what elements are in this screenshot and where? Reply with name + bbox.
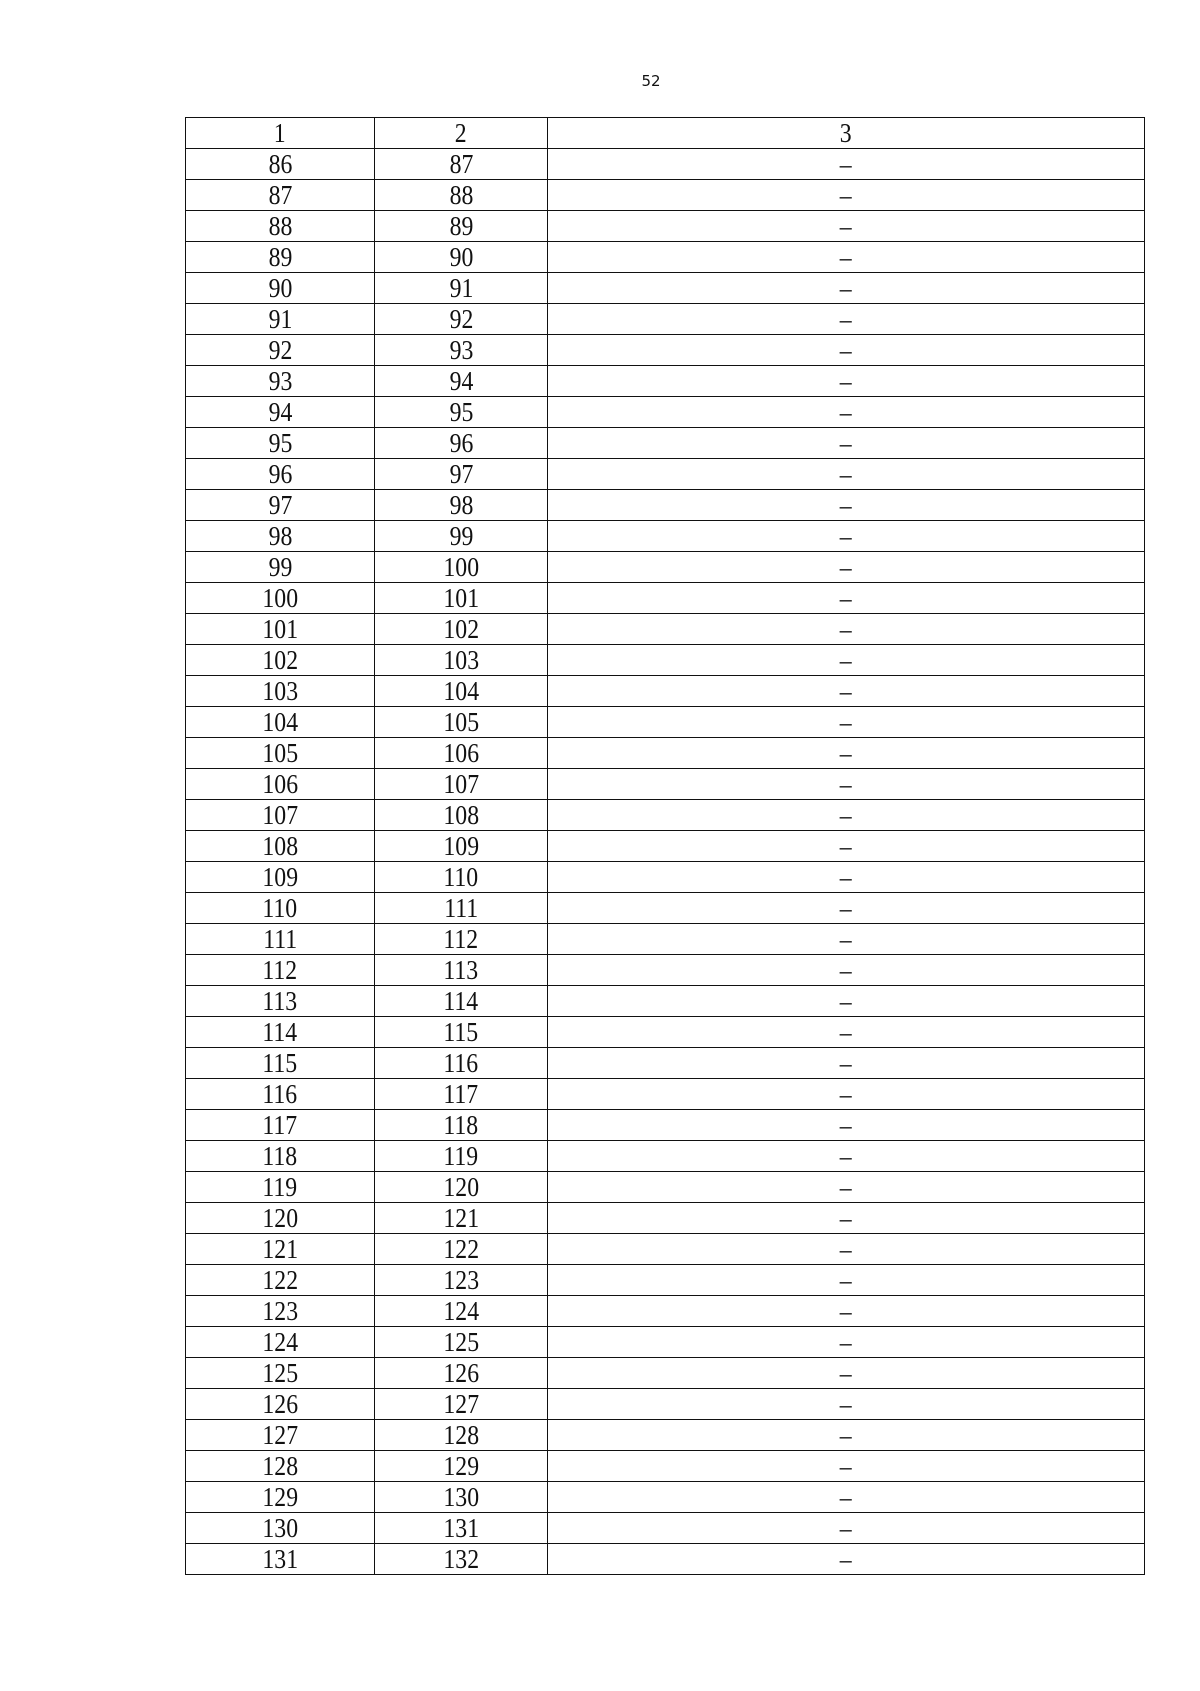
table-cell-col1: 112: [186, 955, 375, 986]
table-row: [186, 1265, 1145, 1296]
table-cell-col1: 97: [186, 490, 375, 521]
table-row: [186, 893, 1145, 924]
table-cell-col2: 132: [375, 1544, 548, 1575]
table-cell-col1: 101: [186, 614, 375, 645]
table-cell-col1: 103: [186, 676, 375, 707]
table-cell-col1: 92: [186, 335, 375, 366]
table-cell-col1: 106: [186, 769, 375, 800]
header-cell-1: 1: [186, 118, 375, 149]
table-row: [186, 645, 1145, 676]
table-row: [186, 1389, 1145, 1420]
table-cell-col3: –: [548, 335, 1145, 366]
table-row: [186, 1358, 1145, 1389]
table-row: [186, 800, 1145, 831]
table-cell-col3: –: [548, 583, 1145, 614]
table-cell-col3: –: [548, 831, 1145, 862]
table-cell-col2: 89: [375, 211, 548, 242]
table-cell-col1: 116: [186, 1079, 375, 1110]
table-cell-col1: 89: [186, 242, 375, 273]
table-cell-col2: 115: [375, 1017, 548, 1048]
table-cell-col2: 96: [375, 428, 548, 459]
table-cell-col2: 113: [375, 955, 548, 986]
table-row: [186, 1420, 1145, 1451]
table-row: [186, 924, 1145, 955]
table-row: [186, 211, 1145, 242]
page-number: 52: [641, 72, 661, 90]
table-cell-col1: 110: [186, 893, 375, 924]
table-cell-col2: 105: [375, 707, 548, 738]
table-cell-col3: –: [548, 1203, 1145, 1234]
table-row: [186, 552, 1145, 583]
table-cell-col3: –: [548, 366, 1145, 397]
table-cell-col2: 106: [375, 738, 548, 769]
table-row: [186, 1048, 1145, 1079]
table-row: [186, 1110, 1145, 1141]
table-cell-col1: 118: [186, 1141, 375, 1172]
table-row: [186, 1327, 1145, 1358]
table-row: [186, 1451, 1145, 1482]
table-row: [186, 614, 1145, 645]
table-cell-col1: 126: [186, 1389, 375, 1420]
table-row: [186, 366, 1145, 397]
table-cell-col3: –: [548, 1265, 1145, 1296]
table-cell-col3: –: [548, 893, 1145, 924]
table-cell-col3: –: [548, 1482, 1145, 1513]
table-cell-col1: 120: [186, 1203, 375, 1234]
table-cell-col1: 107: [186, 800, 375, 831]
table-row: [186, 490, 1145, 521]
table-cell-col2: 98: [375, 490, 548, 521]
table-cell-col3: –: [548, 180, 1145, 211]
table-cell-col1: 129: [186, 1482, 375, 1513]
table-cell-col3: –: [548, 1451, 1145, 1482]
table-cell-col3: –: [548, 1327, 1145, 1358]
table-row: [186, 459, 1145, 490]
table-cell-col1: 131: [186, 1544, 375, 1575]
table-row: [186, 1079, 1145, 1110]
table-cell-col1: 87: [186, 180, 375, 211]
table-row: [186, 1234, 1145, 1265]
table-cell-col2: 116: [375, 1048, 548, 1079]
table-cell-col3: –: [548, 645, 1145, 676]
table-cell-col1: 119: [186, 1172, 375, 1203]
table-cell-col2: 100: [375, 552, 548, 583]
table-cell-col1: 99: [186, 552, 375, 583]
table-cell-col1: 114: [186, 1017, 375, 1048]
table-cell-col2: 118: [375, 1110, 548, 1141]
table-cell-col2: 101: [375, 583, 548, 614]
table-cell-col2: 121: [375, 1203, 548, 1234]
table-row: [186, 1296, 1145, 1327]
table-row: [186, 242, 1145, 273]
data-table: [185, 117, 1145, 1575]
table-cell-col3: –: [548, 273, 1145, 304]
table-cell-col3: –: [548, 428, 1145, 459]
table-cell-col1: 122: [186, 1265, 375, 1296]
table-cell-col1: 111: [186, 924, 375, 955]
table-cell-col3: –: [548, 242, 1145, 273]
table-cell-col2: 126: [375, 1358, 548, 1389]
table-row: [186, 428, 1145, 459]
table-cell-col3: –: [548, 149, 1145, 180]
table-row: [186, 149, 1145, 180]
table-cell-col2: 102: [375, 614, 548, 645]
table-row: [186, 1017, 1145, 1048]
table-cell-col1: 88: [186, 211, 375, 242]
table-cell-col1: 108: [186, 831, 375, 862]
table-cell-col3: –: [548, 490, 1145, 521]
table-cell-col3: –: [548, 1141, 1145, 1172]
table-cell-col3: –: [548, 459, 1145, 490]
table-cell-col3: –: [548, 1048, 1145, 1079]
table-cell-col1: 130: [186, 1513, 375, 1544]
table-cell-col2: 103: [375, 645, 548, 676]
table-cell-col2: 122: [375, 1234, 548, 1265]
table-cell-col2: 92: [375, 304, 548, 335]
table-cell-col2: 125: [375, 1327, 548, 1358]
table-cell-col2: 130: [375, 1482, 548, 1513]
table-row: [186, 831, 1145, 862]
table-cell-col3: –: [548, 1079, 1145, 1110]
table-cell-col2: 95: [375, 397, 548, 428]
table-cell-col1: 123: [186, 1296, 375, 1327]
table-cell-col3: –: [548, 986, 1145, 1017]
table-cell-col2: 119: [375, 1141, 548, 1172]
table-cell-col3: –: [548, 955, 1145, 986]
table-header-row: [186, 118, 1145, 149]
table-row: [186, 707, 1145, 738]
table-cell-col1: 127: [186, 1420, 375, 1451]
table-row: [186, 1544, 1145, 1575]
table-cell-col3: –: [548, 800, 1145, 831]
table-cell-col1: 128: [186, 1451, 375, 1482]
table-cell-col2: 90: [375, 242, 548, 273]
table-cell-col1: 109: [186, 862, 375, 893]
table-cell-col3: –: [548, 1017, 1145, 1048]
table-row: [186, 180, 1145, 211]
table-cell-col1: 121: [186, 1234, 375, 1265]
table-row: [186, 986, 1145, 1017]
table-cell-col1: 124: [186, 1327, 375, 1358]
table-cell-col1: 115: [186, 1048, 375, 1079]
table-cell-col1: 125: [186, 1358, 375, 1389]
table-cell-col3: –: [548, 769, 1145, 800]
table-cell-col1: 86: [186, 149, 375, 180]
table-cell-col1: 95: [186, 428, 375, 459]
header-cell-3: 3: [548, 118, 1145, 149]
table-cell-col1: 94: [186, 397, 375, 428]
table-cell-col3: –: [548, 304, 1145, 335]
table-cell-col2: 129: [375, 1451, 548, 1482]
table-cell-col3: –: [548, 707, 1145, 738]
table-row: [186, 521, 1145, 552]
table-cell-col2: 120: [375, 1172, 548, 1203]
table-cell-col1: 104: [186, 707, 375, 738]
table-row: [186, 769, 1145, 800]
table-cell-col2: 111: [375, 893, 548, 924]
table-row: [186, 676, 1145, 707]
table-cell-col3: –: [548, 1172, 1145, 1203]
table-cell-col2: 128: [375, 1420, 548, 1451]
table-cell-col1: 100: [186, 583, 375, 614]
table-cell-col3: –: [548, 1513, 1145, 1544]
table-cell-col2: 108: [375, 800, 548, 831]
table-cell-col1: 91: [186, 304, 375, 335]
table-cell-col1: 96: [186, 459, 375, 490]
table-row: [186, 955, 1145, 986]
table-cell-col2: 87: [375, 149, 548, 180]
table-cell-col2: 104: [375, 676, 548, 707]
table-row: [186, 304, 1145, 335]
header-cell-2: 2: [375, 118, 548, 149]
table-row: [186, 738, 1145, 769]
table-cell-col3: –: [548, 1234, 1145, 1265]
table-row: [186, 273, 1145, 304]
table-row: [186, 583, 1145, 614]
table-cell-col3: –: [548, 1389, 1145, 1420]
table-cell-col3: –: [548, 1358, 1145, 1389]
table-cell-col3: –: [548, 1420, 1145, 1451]
table-cell-col3: –: [548, 1110, 1145, 1141]
table-cell-col2: 127: [375, 1389, 548, 1420]
table-cell-col3: –: [548, 924, 1145, 955]
table-cell-col2: 110: [375, 862, 548, 893]
table-row: [186, 862, 1145, 893]
table-row: [186, 1172, 1145, 1203]
table-cell-col1: 102: [186, 645, 375, 676]
table-cell-col2: 131: [375, 1513, 548, 1544]
table-cell-col2: 99: [375, 521, 548, 552]
table-row: [186, 397, 1145, 428]
table-cell-col3: –: [548, 521, 1145, 552]
table-cell-col2: 124: [375, 1296, 548, 1327]
table-cell-col3: –: [548, 862, 1145, 893]
table-cell-col1: 98: [186, 521, 375, 552]
table-cell-col2: 109: [375, 831, 548, 862]
table-cell-col3: –: [548, 1296, 1145, 1327]
table-cell-col3: –: [548, 738, 1145, 769]
table-cell-col1: 117: [186, 1110, 375, 1141]
table-cell-col2: 123: [375, 1265, 548, 1296]
table-cell-col2: 88: [375, 180, 548, 211]
table-row: [186, 335, 1145, 366]
table-cell-col1: 105: [186, 738, 375, 769]
table-cell-col2: 117: [375, 1079, 548, 1110]
table-cell-col3: –: [548, 1544, 1145, 1575]
table-cell-col2: 91: [375, 273, 548, 304]
table-cell-col2: 107: [375, 769, 548, 800]
table-row: [186, 1513, 1145, 1544]
table-cell-col2: 93: [375, 335, 548, 366]
table-cell-col2: 94: [375, 366, 548, 397]
table-cell-col2: 114: [375, 986, 548, 1017]
table-cell-col3: –: [548, 211, 1145, 242]
table-row: [186, 1482, 1145, 1513]
table-cell-col1: 93: [186, 366, 375, 397]
table-cell-col2: 112: [375, 924, 548, 955]
table-row: [186, 1203, 1145, 1234]
table-cell-col3: –: [548, 397, 1145, 428]
table-row: [186, 1141, 1145, 1172]
table-cell-col3: –: [548, 614, 1145, 645]
table-cell-col3: –: [548, 676, 1145, 707]
table-cell-col1: 90: [186, 273, 375, 304]
table-cell-col1: 113: [186, 986, 375, 1017]
table-cell-col2: 97: [375, 459, 548, 490]
table-cell-col3: –: [548, 552, 1145, 583]
